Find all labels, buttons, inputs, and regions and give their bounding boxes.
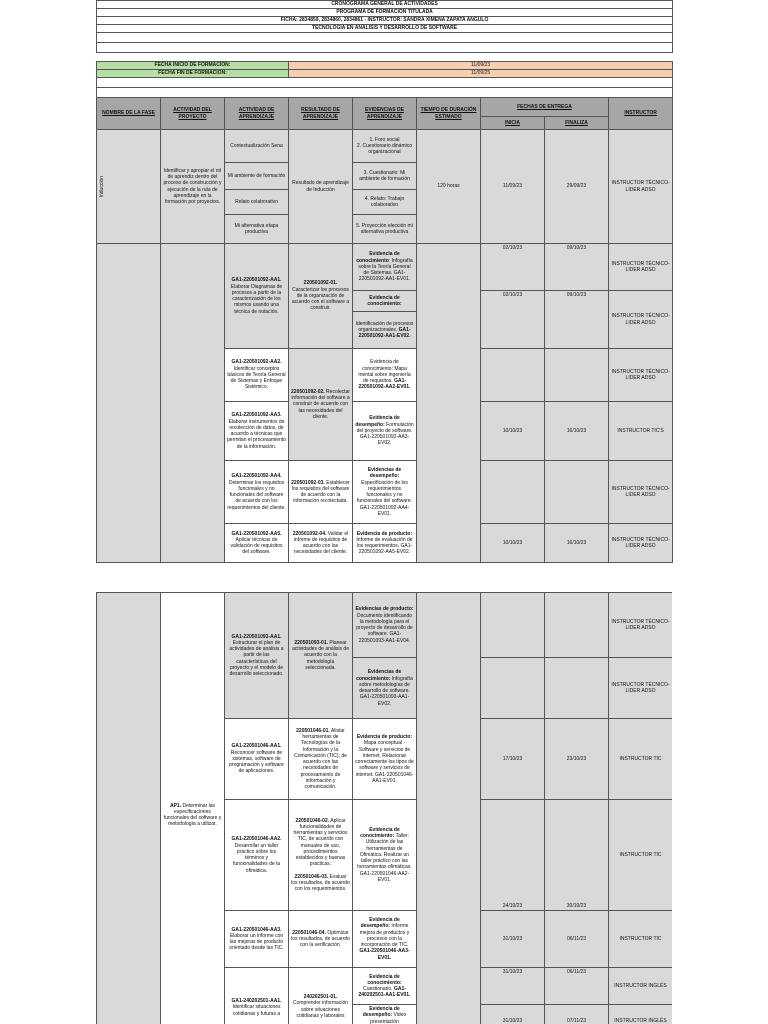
col-header-tiempo: TIEMPO DE DURACIÓN ESTIMADO (417, 98, 481, 130)
ev-aa1-1: Evidencia de conocimiento: Infografía sobre la Teoría General de Sistemas. GA1-220501092-AA1-EV01. (353, 244, 417, 291)
header-tecnologia: TECNOLOGÍA EN ANÁLISIS Y DESARROLLO DE SOFTWARE (97, 25, 673, 33)
induccion-ev-1: 1. Foro social 2. Cuestionario dinámico organizacional (353, 130, 417, 163)
ev-046-aa2: Evidencia de conocimiento: Taller: Utilización de las herramientas de Ofimática. Realizar un taller práctico con las herramientas ofimáticas. GA1-220501046-AA2-EV01. (353, 800, 417, 911)
aa3-instructor: INSTRUCTOR TIC'S (609, 402, 673, 461)
093-aa1-instructor-1: INSTRUCTOR TÉCNICO-LIDER ADSO (609, 593, 673, 658)
046-aa3-inicia: 31/10/23 (481, 911, 545, 968)
aa2-finaliza (545, 349, 609, 402)
aa5-finaliza: 16/10/23 (545, 524, 609, 563)
aa4-instructor: INSTRUCTOR TÉCNICO-LIDER ADSO (609, 461, 673, 524)
act-501-aa1: GA1-240202501-AA1. Identificar situaciones cotidianas y futuras a (225, 968, 289, 1024)
aa1-inicia-1: 02/10/23 (481, 244, 545, 291)
ev-aa4: Evidencias de desempeño: Especificación de los requerimientos funcionales y no funcionales del software. GA1-220501092-AA4-EV01. (353, 461, 417, 524)
actividad-proyecto-ap1: AP1. Determinar las especificaciones funcionales del software y metodología a utilizar. (161, 593, 225, 1024)
header-title: CRONOGRAMA GENERAL DE ACTIVIDADES (97, 1, 673, 9)
res-501-aa1: 240202501-01. Comprender información sobre situaciones cotidianas y laborales (289, 968, 353, 1024)
act-aa2: GA1-220501092-AA2. Identificar conceptos básicos de Teoría General de Sistemas y Enfoque Sistémico. (225, 349, 289, 402)
ev-aa3: Evidencia de desempeño: Formulación del proyecto de software. GA1-220501092-AA3-EV02. (353, 402, 417, 461)
ev-aa1-2: Evidencia de conocimiento: (353, 291, 417, 312)
ev-aa1-3: Identificación de procesos organizacionales. GA1-220501092-AA1-EV02. (353, 312, 417, 349)
blank-row (97, 43, 673, 53)
501-aa1-instructor-2: INSTRUCTOR INGLÉS (609, 1005, 673, 1024)
aa4-inicia (481, 461, 545, 524)
res-093-aa1: 220501093-01. Planear actividades de análisis de acuerdo con la metodología seleccionada. (289, 593, 353, 719)
col-header-fechas: FECHAS DE ENTREGA (481, 98, 609, 117)
aa5-instructor: INSTRUCTOR TÉCNICO-LIDER ADSO (609, 524, 673, 563)
fase-cell-blank-2 (97, 593, 161, 1024)
ev-093-aa1-1: Evidencias de producto: Documento identificando la metodología para el proyecto de desarrollo de software. GA1-220501093-AA1-EV04. (353, 593, 417, 658)
act-aa1: GA1-220501092-AA1. Elaborar Diagramas de procesos a partir de la caracterización de los mismos usando una técnica de notación. (225, 244, 289, 349)
start-date-value: 11/09/23 (289, 62, 673, 70)
046-aa1-inicia: 17/10/23 (481, 719, 545, 800)
ev-093-aa1-2: Evidencias de conocimiento: Infografía sobre metodologías de desarrollo de software. GA1-220501093-AA1-EV02. (353, 658, 417, 719)
aa2-inicia (481, 349, 545, 402)
aa1-instructor-2: INSTRUCTOR TÉCNICO-LIDER ADSO (609, 291, 673, 349)
col-header-instructor: INSTRUCTOR (609, 98, 673, 130)
res-aa5: 220501092-04. Validar el informe de requisitos de acuerdo con las necesidades del cliente. (289, 524, 353, 563)
blank-row (97, 33, 673, 43)
ev-046-aa3: Evidencia de desempeño: Informe mejora de productos y procesos con la incorporación de TIC. GA1-220501046-AA3-EV01. (353, 911, 417, 968)
end-date-value: 11/09/25 (289, 70, 673, 78)
aa3-inicia: 10/10/23 (481, 402, 545, 461)
act-aa4: GA1-220501092-AA4. Determinar los requisitos funcionales y no funcionales del software de acuerdo con los requerimientos del cliente. (225, 461, 289, 524)
col-header-finaliza: FINALIZA (545, 117, 609, 130)
046-aa3-instructor: INSTRUCTOR TIC (609, 911, 673, 968)
aa4-finaliza (545, 461, 609, 524)
093-aa1-inicia-2 (481, 658, 545, 719)
ev-046-aa1: Evidencia de producto: Mapa conceptual - Software y servicios de internet. Relacionar correctamente los tipos de software y servicios de internet. GA1-220501046-AA1-EV01. (353, 719, 417, 800)
res-aa1: 220501092-01. Caracterizar los procesos de la organización de acuerdo con el software a construir. (289, 244, 353, 349)
act-046-aa3: GA1-220501046-AA3. Elaborar un informe con las mejoras de producto orientado desde las TIC. (225, 911, 289, 968)
act-093-aa1: GA1-220501093-AA1. Estructurar el plan de actividades de análisis a partir de las características del proyecto y el modelo de desarrollo seleccionado. (225, 593, 289, 719)
blank-row (97, 88, 673, 98)
046-aa2-finaliza: 30/10/23 (545, 800, 609, 911)
046-aa3-finaliza: 06/11/23 (545, 911, 609, 968)
501-aa1-inicia-2: 31/10/23 (481, 1005, 545, 1024)
col-header-fase: NOMBRE DE LA FASE (97, 98, 161, 130)
res-046-aa2: 220501046-02. Aplicar funcionalidades de herramientas y servicios TIC, de acuerdo con manuales de uso, procedimientos establecidos y buenas prácticas. 220501046-03. Evaluar los resultados, de acuerdo con los requerimientos. (289, 800, 353, 911)
header-program: PROGRAMA DE FORMACIÓN TITULADA (97, 9, 673, 17)
induccion-tiempo: 120 horas (417, 130, 481, 244)
induccion-ev-3: 4. Relato: Trabajo colaborativo (353, 190, 417, 215)
046-aa1-finaliza: 23/10/23 (545, 719, 609, 800)
tiempo-blank-2 (417, 593, 481, 1024)
act-046-aa1: GA1-220501046-AA1. Reconocer software de sistemas, software de programación y software de aplicaciones. (225, 719, 289, 800)
induccion-finaliza: 29/09/23 (545, 130, 609, 244)
res-aa4: 220501092-03. Establecer los requisitos del software de acuerdo con la información recolectada. (289, 461, 353, 524)
col-header-resultado: RESULTADO DE APRENDIZAJE (289, 98, 353, 130)
501-aa1-instructor-1: INSTRUCTOR INGLÉS (609, 968, 673, 1005)
093-aa1-inicia-1 (481, 593, 545, 658)
aa1-instructor-1: INSTRUCTOR TÉCNICO-LIDER ADSO (609, 244, 673, 291)
aa2-instructor: INSTRUCTOR TÉCNICO-LIDER ADSO (609, 349, 673, 402)
046-aa2-inicia: 24/10/23 (481, 800, 545, 911)
ev-501-aa1-1: Evidencia de conocimiento: Cuestionario. GA1-240202501-AA1-EV01. (353, 968, 417, 1005)
schedule-table-page-1 (96, 0, 673, 563)
schedule-page-2 (96, 592, 672, 1024)
tiempo-blank (417, 244, 481, 563)
501-aa1-inicia-1: 31/10/23 (481, 968, 545, 1005)
induccion-actividad: Identificar y apropiar el rol de aprendiz dentro del proceso de construcción y ejecución de la ruta de aprendizaje en la formación por proyectos. (161, 130, 225, 244)
induccion-act-4: Mi alternativa etapa productiva (225, 215, 289, 244)
actividad-proyecto-blank (161, 244, 225, 563)
ev-501-aa1-2: Evidencia de desempeño: Video presentación (353, 1005, 417, 1024)
induccion-ev-4: 5. Proyección elección mi alternativa productiva (353, 215, 417, 244)
ev-aa2: Evidencia de conocimiento: Mapa mental sobre ingeniería de requisitos. GA1-220501092-AA2-EV01. (353, 349, 417, 402)
res-aa2-aa3: 220501092-02. Recolectar información del software a construir de acuerdo con las necesidades del cliente. (289, 349, 353, 461)
induccion-act-1: Contextualización Sena (225, 130, 289, 163)
page-break (96, 572, 672, 594)
act-aa3: GA1-220501092-AA3. Elaborar instrumentos de recolección de datos, de acuerdo a técnicas que permitan el procesamiento de la información. (225, 402, 289, 461)
aa1-finaliza-2: 09/10/23 (545, 291, 609, 349)
aa5-inicia: 10/10/23 (481, 524, 545, 563)
induccion-act-2: Mi ambiente de formación (225, 163, 289, 190)
fase-induccion (97, 130, 161, 244)
col-header-evidencias: EVIDENCIAS DE APRENDIZAJE (353, 98, 417, 130)
blank-row (97, 53, 673, 62)
start-date-label: FECHA INICIO DE FORMACIÓN: (97, 62, 289, 70)
schedule-page-1 (96, 0, 672, 563)
aa3-finaliza: 16/10/23 (545, 402, 609, 461)
093-aa1-finaliza-2 (545, 658, 609, 719)
col-header-actividad-proyecto: ACTIVIDAD DEL PROYECTO (161, 98, 225, 130)
093-aa1-instructor-2: INSTRUCTOR TÉCNICO-LIDER ADSO (609, 658, 673, 719)
res-046-aa1: 220501046-01. Alistar herramientas de Tecnologías de la Información y la Comunicación (TIC), de acuerdo con las necesidades de procesamiento de información y comunicación. (289, 719, 353, 800)
induccion-resultado: Resultado de aprendizaje de Inducción (289, 130, 353, 244)
induccion-ev-2: 3. Cuestionario: Mi ambiente de formación (353, 163, 417, 190)
schedule-table-page-2 (96, 592, 672, 1024)
fase-induccion-label: Inducción (99, 175, 105, 198)
501-aa1-finaliza-1: 06/11/23 (545, 968, 609, 1005)
res-046-aa3: 220501046-04. Optimizar los resultados, de acuerdo con la verificación. (289, 911, 353, 968)
col-header-inicia: INICIA (481, 117, 545, 130)
501-aa1-finaliza-2: 07/11/23 (545, 1005, 609, 1024)
ev-aa5: Evidencia de producto: Informe de evaluación de los requerimientos. GA1-220501092-AA5-EV02. (353, 524, 417, 563)
header-ficha: FICHA: 2834859, 2834860, 2834861 - INSTRUCTOR: SANDRA XIMENA ZAPATA ANGULO (97, 17, 673, 25)
aa1-finaliza-1: 09/10/23 (545, 244, 609, 291)
046-aa1-instructor: INSTRUCTOR TIC (609, 719, 673, 800)
act-046-aa2: GA1-220501046-AA2. Desarrollar un taller práctico sobre los términos y funcionalidades de la ofimática. (225, 800, 289, 911)
046-aa2-instructor: INSTRUCTOR TIC (609, 800, 673, 911)
fase-cell-blank (97, 244, 161, 563)
induccion-instructor: INSTRUCTOR TÉCNICO-LIDER ADSO (609, 130, 673, 244)
induccion-act-3: Relato colaborativo (225, 190, 289, 215)
blank-row (97, 78, 673, 88)
induccion-inicia: 11/09/23 (481, 130, 545, 244)
aa1-inicia-2: 02/10/23 (481, 291, 545, 349)
col-header-actividad-aprendizaje: ACTIVIDAD DE APRENDIZAJE (225, 98, 289, 130)
end-date-label: FECHA FIN DE FORMACIÓN: (97, 70, 289, 78)
act-aa5: GA1-220501092-AA5. Aplicar técnicas de validación de requisitos del software. (225, 524, 289, 563)
093-aa1-finaliza-1 (545, 593, 609, 658)
